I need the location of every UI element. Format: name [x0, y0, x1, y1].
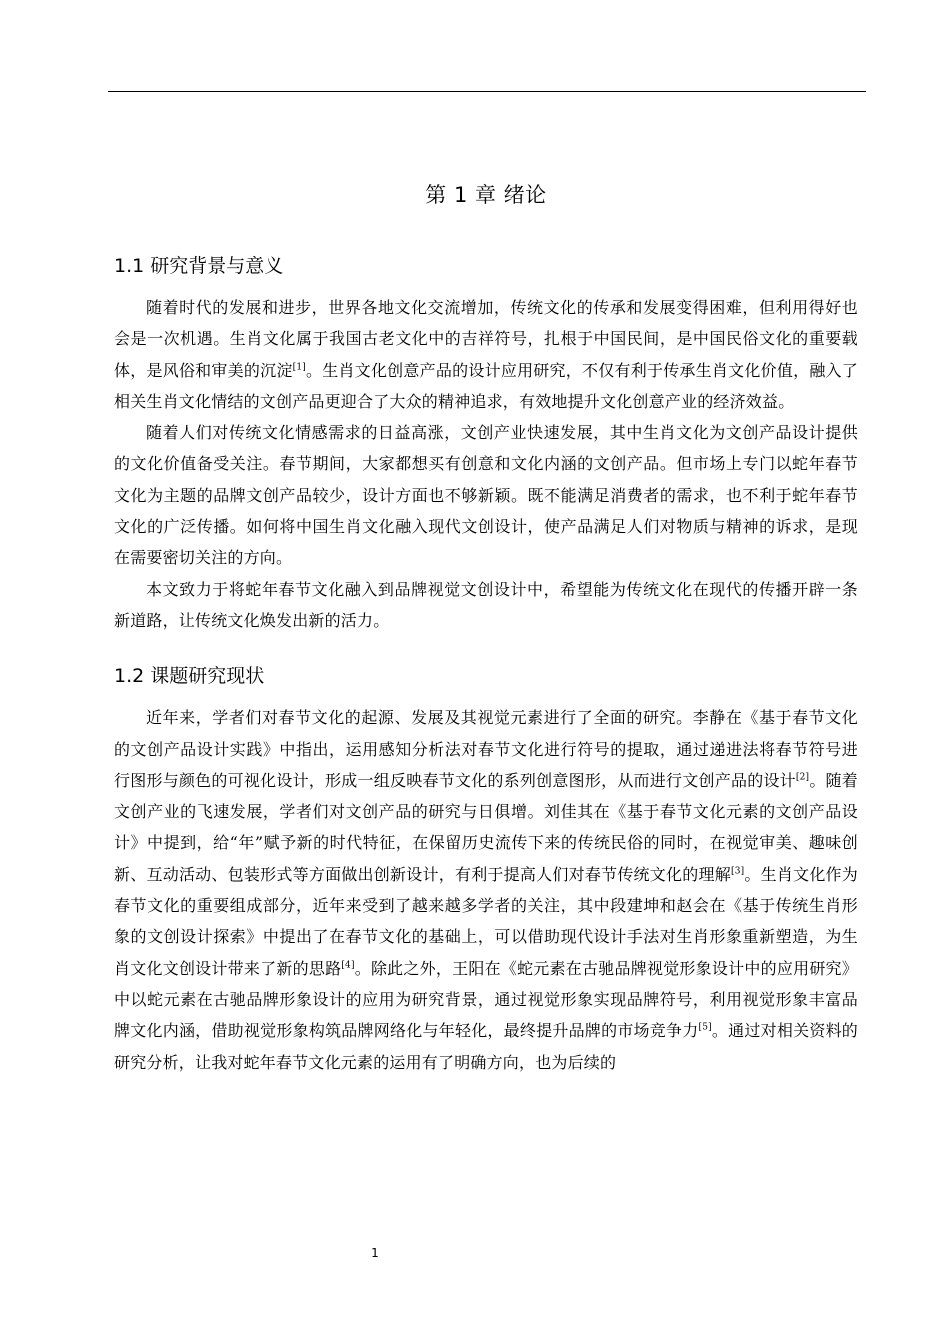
paragraph-text: 。生肖文化作为春节文化的重要组成部分，近年来受到了越来越多学者的关注，其中段建坤和赵会在《基于传统生肖形象的文创设计探索》中提出了在春节文化的基础上，可以借助现代设计手法对生肖形象重新塑造，为生肖文化文创设计带来了新的思路 — [114, 864, 858, 978]
citation-4: [4] — [341, 960, 355, 971]
page-content — [114, 170, 858, 1078]
page-number: 1 — [371, 1246, 379, 1260]
paragraph-text: 随着时代的发展和进步，世界各地文化交流增加，传统文化的传承和发展变得困难，但利用得好也会是一次机遇。生肖文化属于我国古老文化中的吉祥符号，扎根于中国民间，是中国民俗文化的重要载体，是风俗和审美的沉淀 — [114, 298, 858, 380]
header-rule — [108, 91, 866, 92]
paragraph-text: 。通过对相关资料的研究分析，让我对蛇年春节文化元素的运用有了明确方向，也为后续的 — [114, 1021, 859, 1072]
citation-3: [3] — [730, 866, 745, 877]
citation-2: [2] — [795, 772, 810, 783]
citation-1: [1] — [292, 362, 306, 373]
citation-5: [5] — [698, 1022, 712, 1033]
paragraph-text: 。生肖文化创意产品的设计应用研究，不仅有利于传承生肖文化价值，融入了相关生肖文化情结的文创产品更迎合了大众的精神追求，有效地提升文化创意产业的经济效益。 — [114, 360, 858, 411]
paragraph-research-status — [114, 702, 858, 1078]
paragraph-background-3: 本文致力于将蛇年春节文化融入到品牌视觉文创设计中，希望能为传统文化在现代的传播开辟一条新道路，让传统文化焕发出新的活力。 — [114, 579, 858, 630]
chapter-title: 第 1 章 绪论 — [425, 183, 547, 207]
paragraph-background-1 — [114, 292, 858, 417]
section-title-1-2: 1.2 课题研究现状 — [114, 665, 265, 688]
paragraph-text: 近年来，学者们对春节文化的起源、发展及其视觉元素进行了全面的研究。李静在《基于春节文化的文创产品设计实践》中指出，运用感知分析法对春节文化进行符号的提取，通过递进法将春节符号进行图形与颜色的可视化设计，形成一组反映春节文化的系列创意图形，从而进行文创产品的设计 — [114, 708, 858, 790]
paragraph-text: 。随着文创产业的飞速发展，学者们对文创产品的研究与日俱增。刘佳其在《基于春节文化元素的文创产品设计》中提到，给“年”赋予新的时代特征，在保留历史流传下来的传统民俗的同时，在视觉审美、趣味创新、互动活动、包装形式等方面做出创新设计，有利于提高人们对春节传统文化的理解 — [114, 770, 858, 884]
paragraph-background-2: 随着人们对传统文化情感需求的日益高涨，文创产业快速发展，其中生肖文化为文创产品设计提供的文化价值备受关注。春节期间，大家都想买有创意和文化内涵的文创产品。但市场上专门以蛇年春节文化为主题的品牌文创产品较少，设计方面也不够新颖。既不能满足消费者的需求，也不利于蛇年春节文化的广泛传播。如何将中国生肖文化融入现代文创设计，使产品满足人们对物质与精神的诉求，是现在需要密切关注的方向。 — [114, 423, 858, 568]
paragraph-text: 。除此之外，王阳在《蛇元素在古驰品牌视觉形象设计中的应用研究》中以蛇元素在古驰品牌形象设计的应用为研究背景，通过视觉形象实现品牌符号，利用视觉形象丰富品牌文化内涵，借助视觉形象构筑品牌网络化与年轻化，最终提升品牌的市场竞争力 — [114, 958, 858, 1041]
section-title-1-1: 1.1 研究背景与意义 — [114, 255, 284, 277]
